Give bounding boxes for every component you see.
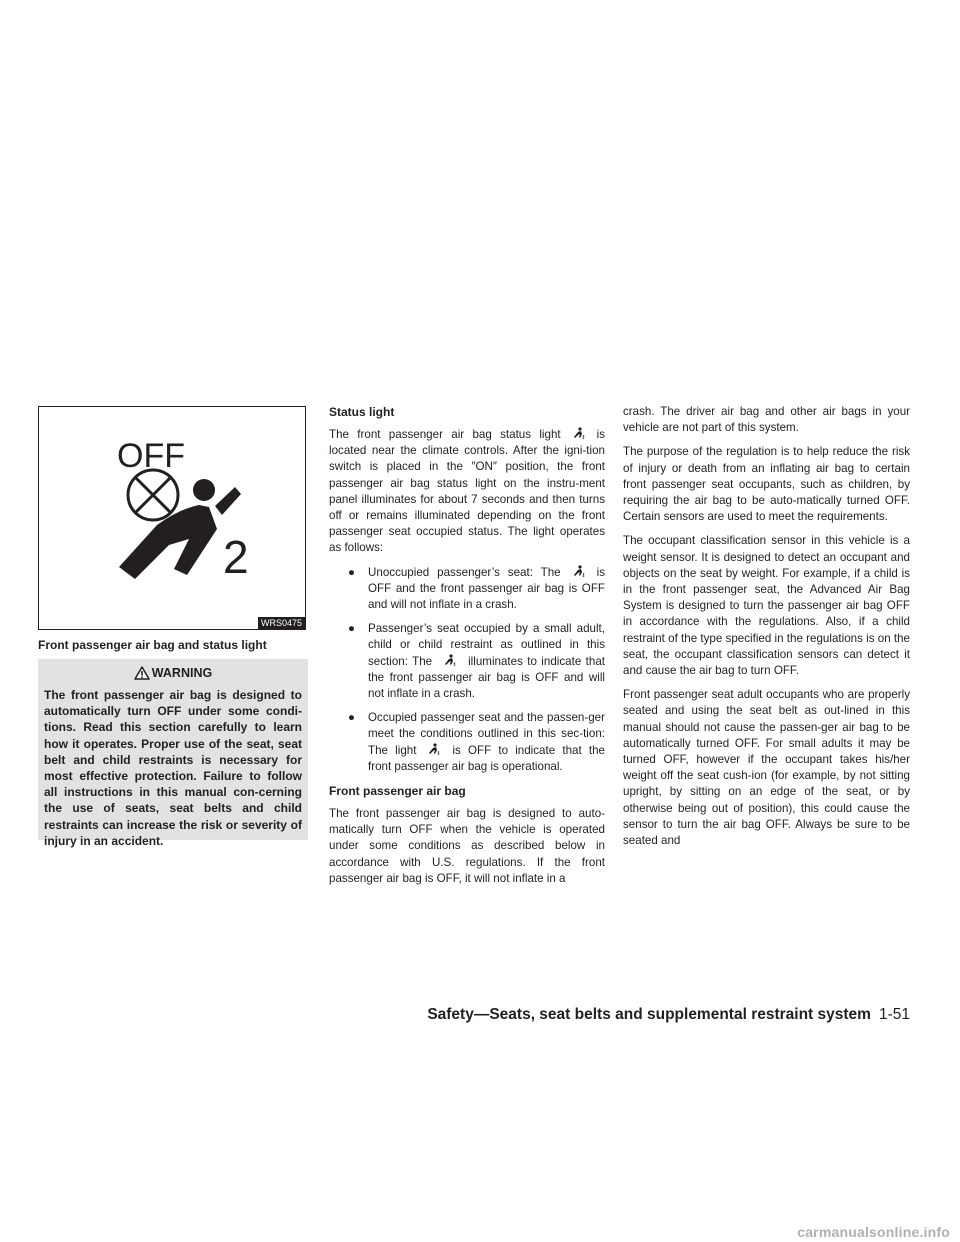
status-light-heading: Status light xyxy=(329,405,395,419)
off-label: OFF xyxy=(117,437,185,475)
paragraph: Front passenger seat adult occupants who are properly seated and using the seat belt as out-lined in this manual should not cause the passen-ger air bag to be automatically turned OFF. For small adults it may be turned OFF, however if the occupant takes his/her weight off the seat cush-ion (for example, by not sitting upright, by sitting on an edge of the seat, or by otherwise being out of position), this could cause the sensor to turn the air bag OFF. Always be sure to be seated and xyxy=(623,688,910,848)
bullet-dot: ● xyxy=(348,711,356,725)
passenger-airbag-status-icon xyxy=(573,565,585,577)
paragraph: The purpose of the regulation is to help reduce the risk of injury or death from an inflating air bag to certain front passenger seat occupants, such as children, by requiring the air bag to be auto-matically turned OFF. Certain sensors are used to meet the requirements. xyxy=(623,445,910,524)
figure-caption: Front passenger air bag and status light xyxy=(38,638,267,652)
list-item xyxy=(329,565,605,614)
bullet-text-a: Passenger’s seat occupied by a small adult, child or child restraint as outlined in this section: The xyxy=(368,622,605,668)
passenger-airbag-off-icon xyxy=(39,407,305,629)
passenger-airbag-status-icon xyxy=(444,654,456,666)
figure-code: WRS0475 xyxy=(258,617,305,629)
section-title: Safety—Seats, seat belts and supplemental restraint system xyxy=(427,1006,871,1023)
warning-triangle-icon xyxy=(134,666,150,680)
warning-header xyxy=(44,665,302,681)
status-light-intro-a: The front passenger air bag status light xyxy=(329,428,561,441)
airbag-status-figure xyxy=(38,406,306,630)
passenger-airbag-status-icon xyxy=(573,427,585,439)
page-footer xyxy=(425,1005,910,1025)
watermark: carmanualsonline.info xyxy=(797,1224,950,1240)
status-light-intro-b: is located near the climate controls. After the igni-tion switch is placed in the ″ON″ position, the front passenger air bag status light on the instru-ment panel illuminates for about 7 seconds and then turns off or remains illuminated depending on the front passenger seat occupied status. The light operates as follows: xyxy=(329,428,605,555)
paragraph: crash. The driver air bag and other air bags in your vehicle are not part of this system. xyxy=(623,405,910,435)
warning-title: WARNING xyxy=(151,666,213,680)
status-light-intro xyxy=(329,427,605,557)
column-status-light xyxy=(329,404,605,895)
bullet-dot: ● xyxy=(348,565,356,579)
passenger-airbag-status-icon xyxy=(428,743,440,755)
status-light-list xyxy=(329,565,605,775)
seat-number-label: 2 xyxy=(223,531,249,583)
column-regulation xyxy=(623,404,910,857)
bullet-text-b: illuminates to indicate that the front passenger air bag is OFF and will not inflate in a crash. xyxy=(368,654,605,701)
page-number: 1-51 xyxy=(878,1006,910,1023)
bullet-text-b: is OFF to indicate that the front passenger air bag is operational. xyxy=(368,743,606,773)
bullet-text-b: is OFF and the front passenger air bag is OFF and will not inflate in a crash. xyxy=(368,565,605,612)
warning-text: The front passenger air bag is designed to automatically turn OFF under some condi-tions. Read this section carefully to learn how it operates. Proper use of the seat, seat belt and child restraints is necessary for most effective protection. Failure to follow all instructions in this manual con-cerning the use of seats, seat belts and child restraints can increase the risk or severity of injury in an accident. xyxy=(44,688,302,848)
bullet-text-a: Unoccupied passenger’s seat: The xyxy=(368,565,561,579)
bullet-dot: ● xyxy=(348,622,356,636)
warning-box xyxy=(38,659,308,848)
front-airbag-heading: Front passenger air bag xyxy=(329,784,466,799)
front-airbag-paragraph: The front passenger air bag is designed to auto-matically turn OFF when the vehicle is operated under some conditions as described below in accordance with U.S. regulations. If the front passenger air bag is OFF, it will not inflate in a xyxy=(329,807,605,885)
list-item xyxy=(329,710,605,775)
list-item xyxy=(329,621,605,702)
paragraph: The occupant classification sensor in this vehicle is a weight sensor. It is designed to detect an occupant and objects on the seat by weight. For example, if a child is in the front passenger seat, the Advanced Air Bag System is designed to turn the passenger air bag OFF in accordance with the regulations. Also, if a child restraint of the type specified in the regulations is on the seat, the occupant classification sensors can detect it and cause the air bag to turn OFF. xyxy=(623,534,910,678)
bullet-text-a: Occupied passenger seat and the passen-ger meet the conditions outlined in this sec-tion: The light xyxy=(368,711,605,757)
